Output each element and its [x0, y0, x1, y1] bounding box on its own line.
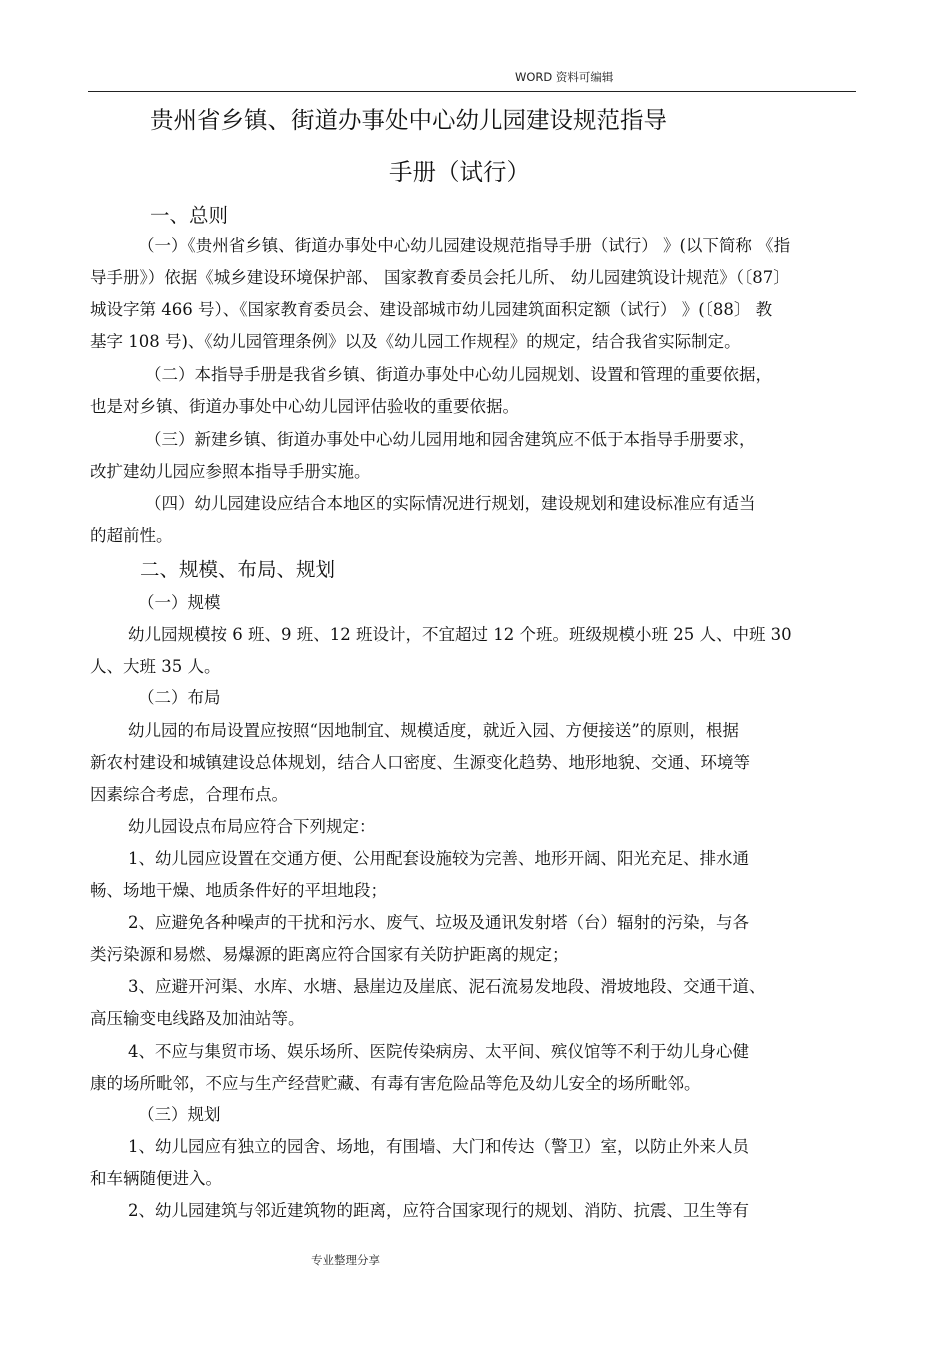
text-line: （二）本指导手册是我省乡镇、街道办事处中心幼儿园规划、设置和管理的重要依据，	[145, 365, 772, 384]
text-line: 和车辆随便进入。	[90, 1169, 222, 1188]
section-heading-general: 一、总则	[150, 204, 229, 227]
text-line: 幼儿园规模按 6 班、9 班、12 班设计，不宜超过 12 个班。班级规模小班 25 人、中班 30	[128, 625, 792, 644]
text-line: 1、幼儿园应设置在交通方便、公用配套设施较为完善、地形开阔、阳光充足、排水通	[128, 849, 749, 868]
document-title-line2: 手册（试行）	[389, 158, 530, 186]
text-line: 4、不应与集贸市场、娱乐场所、医院传染病房、太平间、殡仪馆等不利于幼儿身心健	[128, 1042, 749, 1061]
text-line: 类污染源和易燃、易爆源的距离应符合国家有关防护距离的规定；	[90, 945, 569, 964]
text-line: 2、幼儿园建筑与邻近建筑物的距离，应符合国家现行的规划、消防、抗震、卫生等有	[128, 1201, 749, 1220]
header-note: WORD 资料可编辑	[515, 70, 614, 84]
text-line: （一）《贵州省乡镇、街道办事处中心幼儿园建设规范指导手册（试行） 》(以下简称 《指	[138, 236, 791, 255]
text-line: 改扩建幼儿园应参照本指导手册实施。	[90, 462, 371, 481]
document-title-line1: 贵州省乡镇、街道办事处中心幼儿园建设规范指导	[150, 106, 667, 134]
text-line: 1、幼儿园应有独立的园舍、场地，有围墙、大门和传达（警卫）室，以防止外来人员	[128, 1137, 749, 1156]
text-line: （四）幼儿园建设应结合本地区的实际情况进行规划，建设规划和建设标准应有适当	[145, 494, 756, 513]
text-line: 城设字第 466 号）、《国家教育委员会、建设部城市幼儿园建筑面积定额（试行） 》(〔88〕 教	[90, 300, 773, 319]
text-line: 也是对乡镇、街道办事处中心幼儿园评估验收的重要依据。	[90, 397, 519, 416]
text-line: 人、大班 35 人。	[90, 657, 221, 676]
text-line: 新农村建设和城镇建设总体规划，结合人口密度、生源变化趋势、地形地貌、交通、环境等	[90, 753, 750, 772]
text-line: 幼儿园的布局设置应按照“因地制宜、规模适度，就近入园、方便接送”的原则，根据	[128, 721, 739, 740]
section-heading-scale-layout-planning: 二、规模、布局、规划	[140, 558, 336, 581]
text-line: 基字 108 号)、《幼儿园管理条例》以及《幼儿园工作规程》的规定，结合我省实际制定。	[90, 332, 741, 351]
text-line: 的超前性。	[90, 526, 173, 545]
text-line: （三）新建乡镇、街道办事处中心幼儿园用地和园舍建筑应不低于本指导手册要求，	[145, 430, 756, 449]
subheading-layout: （二）布局	[138, 688, 221, 707]
text-line: 2、应避免各种噪声的干扰和污水、废气、垃圾及通讯发射塔（台）辐射的污染，与各	[128, 913, 749, 932]
subheading-planning: （三）规划	[138, 1105, 221, 1124]
footer-note: 专业整理分享	[311, 1253, 380, 1267]
header-rule	[88, 91, 856, 92]
subheading-scale: （一）规模	[138, 593, 221, 612]
text-line: 幼儿园设点布局应符合下列规定：	[128, 817, 376, 836]
text-line: 因素综合考虑，合理布点。	[90, 785, 288, 804]
text-line: 3、应避开河渠、水库、水塘、悬崖边及崖底、泥石流易发地段、滑坡地段、交通干道、	[128, 977, 766, 996]
text-line: 畅、场地干燥、地质条件好的平坦地段；	[90, 881, 387, 900]
text-line: 导手册》）依据《城乡建设环境保护部、 国家教育委员会托儿所、 幼儿园建筑设计规范》（〔87〕	[90, 268, 790, 287]
text-line: 高压输变电线路及加油站等。	[90, 1009, 305, 1028]
text-line: 康的场所毗邻，不应与生产经营贮藏、有毒有害危险品等危及幼儿安全的场所毗邻。	[90, 1074, 701, 1093]
